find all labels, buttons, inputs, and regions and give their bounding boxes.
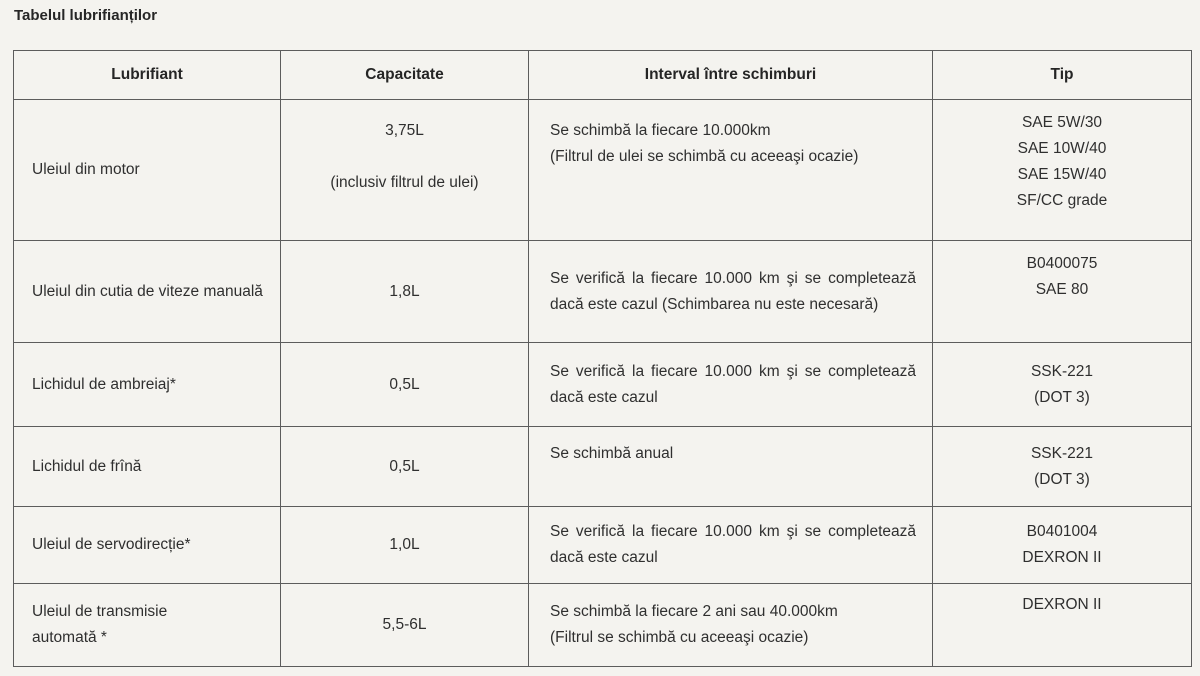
table-header-row [14, 51, 1192, 100]
table-row [14, 241, 1192, 343]
cell-text: Uleiul din motor [32, 161, 140, 178]
cell-text: Uleiul de servodirecție* [32, 536, 191, 553]
table-row [14, 507, 1192, 584]
column-header-interval: Interval între schimburi [529, 51, 933, 100]
table-row [14, 427, 1192, 507]
cell-interval [529, 427, 933, 507]
cell-capacitate [281, 427, 529, 507]
cell-text: 0,5L [389, 457, 420, 475]
cell-text: B0400075 [1026, 255, 1098, 272]
column-header-tip: Tip [933, 51, 1192, 100]
cell-capacitate [281, 100, 529, 241]
cell-text: Se verifică la fiecare 10.000 km şi se completează dacă este cazul [550, 523, 916, 566]
cell-text: 0,5L [389, 375, 420, 393]
lubricants-table [13, 50, 1192, 667]
cell-text: SAE 5W/30 [1021, 114, 1103, 131]
cell-capacitate [281, 507, 529, 584]
cell-text: SAE 15W/40 [1017, 166, 1107, 183]
cell-tip [933, 241, 1192, 343]
cell-text: DEXRON II [1022, 596, 1102, 613]
column-header-lubrifiant: Lubrifiant [14, 51, 281, 100]
spacer [287, 144, 522, 170]
cell-text: (DOT 3) [1034, 470, 1090, 488]
cell-text: (Filtrul se schimbă cu aceeaşi ocazie) [550, 629, 809, 646]
cell-capacitate [281, 241, 529, 343]
cell-tip [933, 100, 1192, 241]
table-row [14, 100, 1192, 241]
cell-text: SSK-221 [1030, 444, 1094, 462]
cell-text: SAE 10W/40 [1017, 140, 1107, 157]
cell-interval [529, 584, 933, 667]
cell-lubrifiant [14, 343, 281, 427]
cell-text: (inclusiv filtrul de ulei) [330, 174, 479, 191]
cell-text: Uleiul de transmisie automată * [32, 603, 168, 646]
cell-interval [529, 343, 933, 427]
cell-tip [933, 343, 1192, 427]
cell-lubrifiant [14, 241, 281, 343]
column-header-capacitate: Capacitate [281, 51, 529, 100]
table-row [14, 343, 1192, 427]
cell-text: Lichidul de frînă [32, 457, 142, 475]
cell-text: SAE 80 [1035, 281, 1089, 298]
cell-interval [529, 100, 933, 241]
page-title: Tabelul lubrifianților [14, 7, 158, 24]
cell-capacitate [281, 584, 529, 667]
cell-lubrifiant [14, 584, 281, 667]
cell-text: Se verifică la fiecare 10.000 km şi se completează dacă este cazul [550, 362, 916, 406]
cell-text: Se verifică la fiecare 10.000 km şi se completează dacă este cazul (Schimbarea nu este necesară) [550, 269, 916, 313]
cell-tip [933, 584, 1192, 667]
cell-text: 1,8L [389, 282, 420, 300]
cell-lubrifiant [14, 427, 281, 507]
cell-lubrifiant [14, 100, 281, 241]
cell-text: DEXRON II [1022, 549, 1102, 566]
cell-interval [529, 507, 933, 584]
cell-text: Se schimbă la fiecare 2 ani sau 40.000km [550, 603, 838, 620]
cell-capacitate [281, 343, 529, 427]
cell-text: Lichidul de ambreiaj* [32, 375, 176, 393]
cell-text: SF/CC grade [1016, 192, 1108, 209]
cell-text: Se schimbă la fiecare 10.000km [550, 122, 771, 139]
cell-interval [529, 241, 933, 343]
cell-lubrifiant [14, 507, 281, 584]
cell-text: SSK-221 [1030, 362, 1094, 380]
cell-text: Se schimbă anual [550, 445, 674, 462]
cell-text: 3,75L [385, 122, 424, 139]
cell-text: 5,5-6L [382, 616, 427, 633]
cell-text: (DOT 3) [1034, 388, 1090, 406]
cell-tip [933, 507, 1192, 584]
cell-text: B0401004 [1026, 523, 1098, 540]
cell-text: (Filtrul de ulei se schimbă cu aceeaşi ocazie) [550, 148, 859, 165]
cell-text: 1,0L [389, 536, 420, 553]
cell-text: Uleiul din cutia de viteze manuală [32, 282, 263, 300]
cell-tip [933, 427, 1192, 507]
table-row [14, 584, 1192, 667]
